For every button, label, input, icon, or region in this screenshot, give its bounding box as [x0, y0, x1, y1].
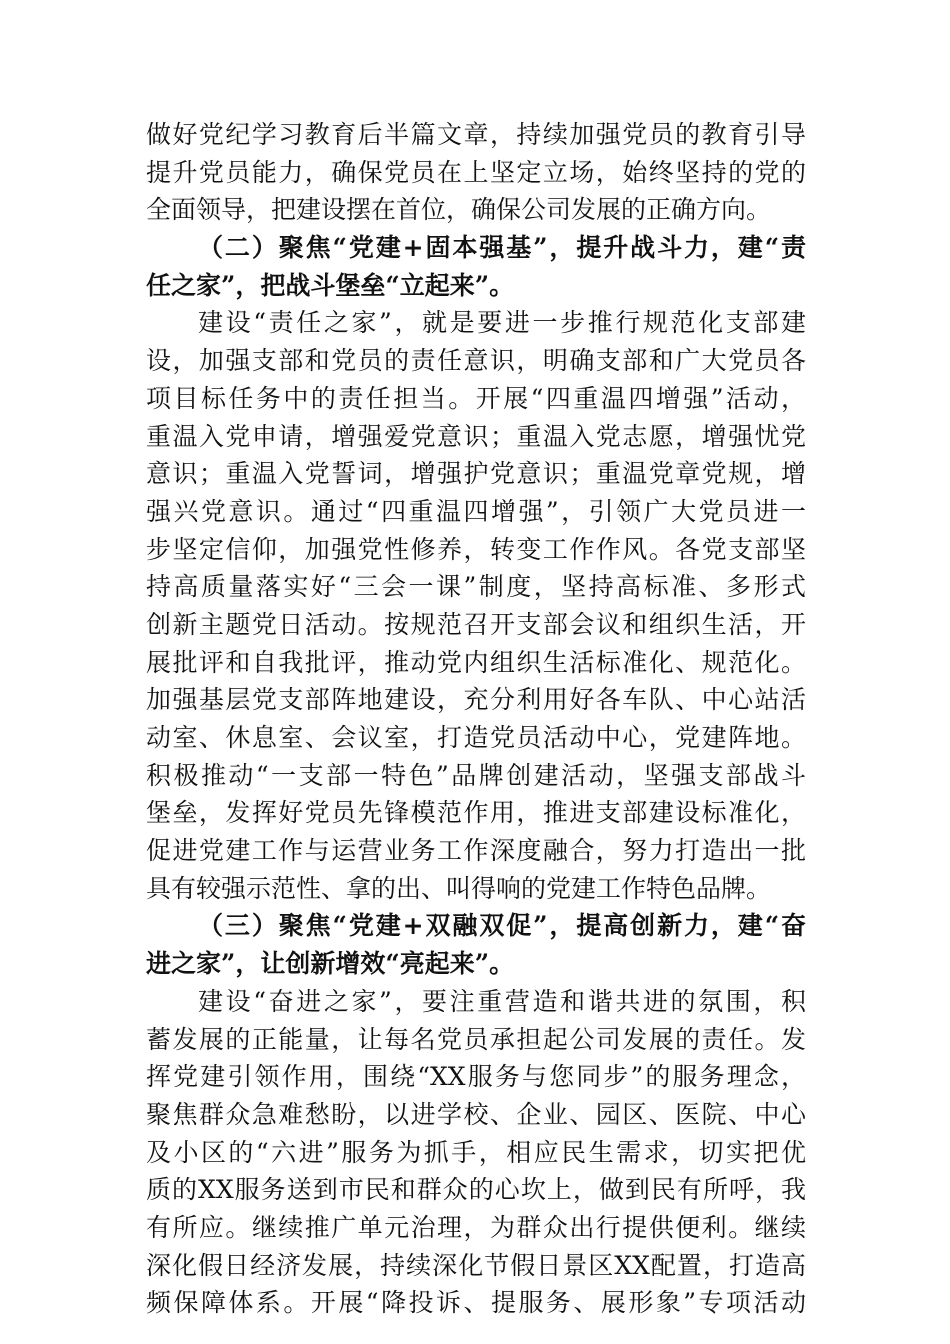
body-line: 质的XX服务送到市民和群众的心坎上，做到民有所呼，我	[146, 1175, 806, 1205]
body-line: 强兴党意识。通过“四重温四增强”，引领广大党员进一	[146, 496, 806, 526]
body-line: 蓄发展的正能量，让每名党员承担起公司发展的责任。发	[146, 1024, 806, 1054]
body-line: 促进党建工作与运营业务工作深度融合，努力打造出一批	[146, 836, 806, 866]
body-line: 项目标任务中的责任担当。开展“四重温四增强”活动，	[146, 383, 806, 413]
body-line: 提升党员能力，确保党员在上坚定立场，始终坚持的党的	[146, 157, 806, 187]
body-line: 有所应。继续推广单元治理，为群众出行提供便利。继续	[146, 1212, 806, 1242]
body-line: 频保障体系。开展“降投诉、提服务、展形象”专项活动	[146, 1288, 806, 1318]
body-line: 持高质量落实好“三会一课”制度，坚持高标准、多形式	[146, 572, 806, 602]
body-line: 建设“奋进之家”，要注重营造和谐共进的氛围，积	[198, 986, 806, 1016]
body-line: 展批评和自我批评，推动党内组织生活标准化、规范化。	[146, 647, 806, 677]
body-line: 积极推动“一支部一特色”品牌创建活动，坚强支部战斗	[146, 760, 806, 790]
body-line: 创新主题党日活动。按规范召开支部会议和组织生活，开	[146, 609, 806, 639]
body-line: 加强基层党支部阵地建设，充分利用好各车队、中心站活	[146, 685, 806, 715]
section-heading-line: （二）聚焦“党建+固本强基”，提升战斗力，建“责	[198, 233, 806, 263]
body-line: 挥党建引领作用，围绕“XX服务与您同步”的服务理念，	[146, 1062, 806, 1092]
body-line: 具有较强示范性、拿的出、叫得响的党建工作特色品牌。	[146, 873, 772, 903]
body-line: 步坚定信仰，加强党性修养，转变工作作风。各党支部坚	[146, 534, 806, 564]
body-line: 及小区的“六进”服务为抓手，相应民生需求，切实把优	[146, 1137, 806, 1167]
body-line: 聚焦群众急难愁盼，以进学校、企业、园区、医院、中心	[146, 1099, 806, 1129]
section-heading-line: 任之家”，把战斗堡垒“立起来”。	[146, 270, 515, 300]
body-line: 建设“责任之家”，就是要进一步推行规范化支部建	[198, 308, 806, 338]
body-line: 设，加强支部和党员的责任意识，明确支部和广大党员各	[146, 346, 806, 376]
body-line: 全面领导，把建设摆在首位，确保公司发展的正确方向。	[146, 195, 772, 225]
section-heading-line: （三）聚焦“党建+双融双促”，提高创新力，建“奋	[198, 911, 806, 941]
body-line: 做好党纪学习教育后半篇文章，持续加强党员的教育引导	[146, 120, 806, 149]
body-line: 重温入党申请，增强爱党意识；重温入党志愿，增强忧党	[146, 421, 806, 451]
document-body	[146, 116, 806, 1322]
body-line: 深化假日经济发展，持续深化节假日景区XX配置，打造高	[146, 1250, 806, 1280]
section-heading-line: 进之家”，让创新增效“亮起来”。	[146, 949, 515, 979]
body-line: 动室、休息室、会议室，打造党员活动中心，党建阵地。	[146, 723, 806, 752]
body-line: 意识；重温入党誓词，增强护党意识；重温党章党规，增	[146, 459, 806, 489]
body-line: 堡垒，发挥好党员先锋模范作用，推进支部建设标准化，	[146, 798, 806, 828]
